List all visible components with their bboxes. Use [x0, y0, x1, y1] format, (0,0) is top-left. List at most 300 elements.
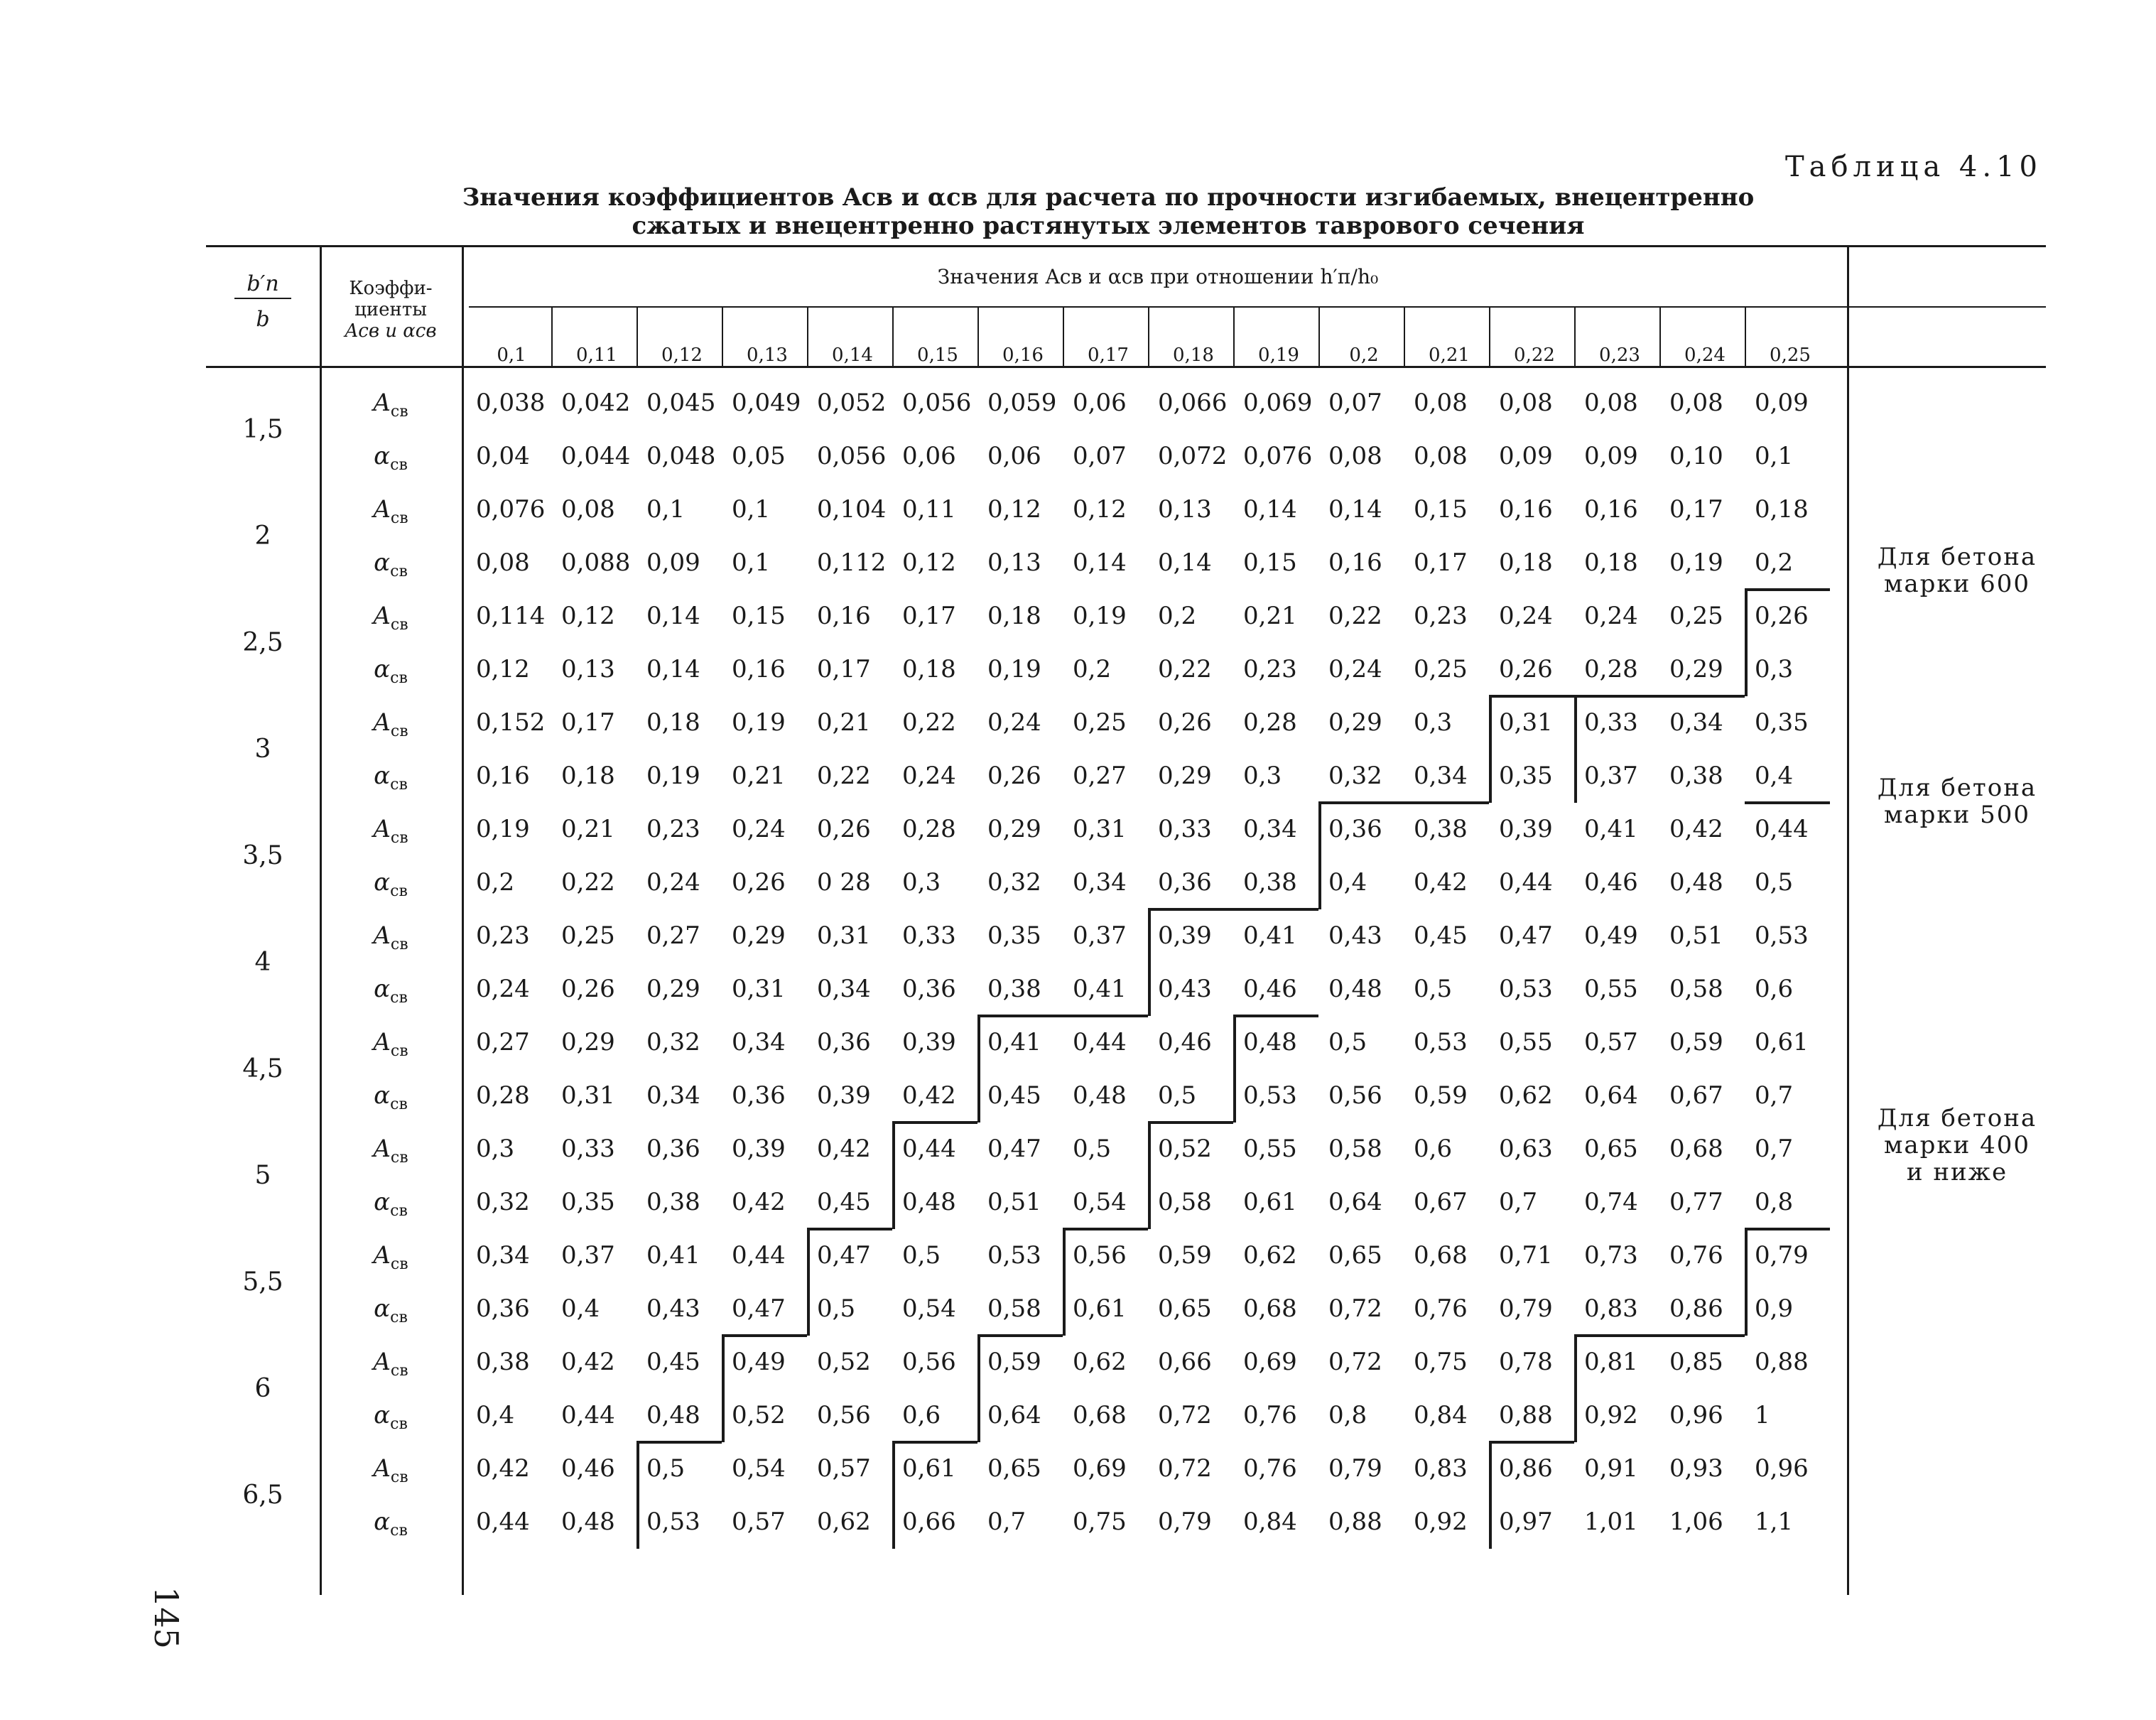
- table-cell: 0,072: [1158, 442, 1228, 470]
- coefficient-label: [320, 750, 462, 803]
- coefficient-label: [320, 377, 462, 430]
- coefficient-label: [320, 803, 462, 856]
- table-cell: 0,42: [561, 1348, 615, 1376]
- coefficient-symbol: A: [373, 495, 391, 524]
- coefficient-symbol: A: [373, 708, 391, 737]
- table-cell: 0,13: [1158, 495, 1212, 524]
- boundary-line: [1148, 908, 1318, 911]
- table-cell: 0,1: [732, 548, 771, 577]
- table-cell: 0,86: [1499, 1454, 1553, 1483]
- table-cell: 0,45: [987, 1081, 1041, 1110]
- table-cell: 0,8: [1755, 1188, 1794, 1216]
- table-cell: 0,72: [1328, 1348, 1382, 1376]
- column-divider: [1063, 308, 1064, 366]
- table-cell: 0,54: [732, 1454, 786, 1483]
- column-divider: [1233, 308, 1235, 366]
- table-cell: 0,47: [987, 1135, 1041, 1163]
- column-header: 0,15: [917, 345, 958, 366]
- table-cell: 0,052: [817, 389, 887, 417]
- column-divider: [1659, 308, 1661, 366]
- table-cell: 0,049: [732, 389, 801, 417]
- table-cell: 0,069: [1243, 389, 1313, 417]
- table-cell: 0,059: [987, 389, 1057, 417]
- table-cell: 0,06: [902, 442, 956, 470]
- table-cell: 0,52: [817, 1348, 871, 1376]
- table-cell: 0,96: [1755, 1454, 1809, 1483]
- table-cell: 0,19: [1669, 548, 1723, 577]
- table-cell: 0,5: [1328, 1028, 1367, 1056]
- table-cell: 0,19: [476, 815, 530, 843]
- table-cell: 0,3: [476, 1135, 515, 1163]
- coefficient-subscript: св: [390, 1255, 408, 1273]
- table-cell: 0,22: [902, 708, 956, 737]
- coefficient-symbol: A: [373, 1028, 391, 1056]
- column-divider: [1489, 308, 1490, 366]
- table-cell: 0,7: [987, 1508, 1026, 1536]
- table-cell: 0,19: [646, 762, 700, 790]
- boundary-line: [807, 1228, 892, 1230]
- table-cell: 0,58: [1158, 1188, 1212, 1216]
- table-cell: 0,46: [1243, 975, 1297, 1003]
- table-cell: 0,88: [1328, 1508, 1382, 1536]
- coefficient-subscript: св: [390, 455, 408, 474]
- table-cell: 0,33: [1158, 815, 1212, 843]
- table-cell: 0,32: [1328, 762, 1382, 790]
- table-cell: 0,85: [1669, 1348, 1723, 1376]
- table-cell: 0,28: [902, 815, 956, 843]
- table-cell: 0,16: [732, 655, 786, 683]
- table-cell: 0,24: [1499, 602, 1553, 630]
- table-cell: 0,26: [987, 762, 1041, 790]
- table-cell: 0,38: [1669, 762, 1723, 790]
- table-cell: 0,61: [1243, 1188, 1297, 1216]
- table-cell: 0,33: [902, 921, 956, 950]
- boundary-line: [1233, 1015, 1318, 1017]
- table-cell: 0,88: [1499, 1401, 1553, 1429]
- table-cell: 0,3: [902, 868, 941, 897]
- boundary-line: [1745, 1228, 1830, 1230]
- table-cell: 0,3: [1414, 708, 1453, 737]
- coefficient-symbol: A: [373, 1348, 391, 1376]
- table-cell: 0,74: [1584, 1188, 1638, 1216]
- table-cell: 0,25: [561, 921, 615, 950]
- table-cell: 1: [1755, 1401, 1770, 1429]
- table-cell: 0,79: [1158, 1508, 1212, 1536]
- table-cell: 0,63: [1499, 1135, 1553, 1163]
- grade-note-line: Для бетона: [1877, 543, 2037, 571]
- column-header: 0,18: [1173, 345, 1214, 366]
- table-cell: 0,54: [1073, 1188, 1127, 1216]
- table-cell: 0,4: [1755, 762, 1794, 790]
- table-cell: 0,34: [732, 1028, 786, 1056]
- boundary-line: [1574, 695, 1745, 698]
- table-cell: 0,06: [1073, 389, 1127, 417]
- table-cell: 0,56: [817, 1401, 871, 1429]
- table-cell: 0,68: [1243, 1294, 1297, 1323]
- table-cell: 0,17: [817, 655, 871, 683]
- table-cell: 0,12: [987, 495, 1041, 524]
- table-cell: 0,58: [1669, 975, 1723, 1003]
- table-cell: 0,48: [561, 1508, 615, 1536]
- table-cell: 0,11: [902, 495, 956, 524]
- table-cell: 0,56: [1328, 1081, 1382, 1110]
- table-cell: 0,42: [476, 1454, 530, 1483]
- table-cell: 0,77: [1669, 1188, 1723, 1216]
- boundary-line: [1489, 696, 1492, 803]
- boundary-line: [1574, 1334, 1745, 1337]
- coefficient-label: [320, 643, 462, 696]
- table-cell: 0,79: [1328, 1454, 1382, 1483]
- ratio-label: 1,5: [242, 415, 283, 444]
- coefficient-subscript: св: [390, 509, 408, 527]
- table-cell: 0,24: [732, 815, 786, 843]
- boundary-line: [977, 1016, 980, 1123]
- column-divider: [722, 308, 723, 366]
- ratio-header: [206, 271, 320, 332]
- table-cell: 0,55: [1584, 975, 1638, 1003]
- table-cell: 0,67: [1669, 1081, 1723, 1110]
- coefficient-label: [320, 1442, 462, 1495]
- table-cell: 0,39: [1158, 921, 1212, 950]
- table-cell: 0,5: [902, 1241, 941, 1270]
- table-cell: 0,5: [1073, 1135, 1112, 1163]
- table-cell: 0,104: [817, 495, 887, 524]
- table-cell: 0,84: [1243, 1508, 1297, 1536]
- table-cell: 0,044: [561, 442, 631, 470]
- column-divider: [1148, 308, 1149, 366]
- table-cell: 0,96: [1669, 1401, 1723, 1429]
- table-cell: 0,61: [902, 1454, 956, 1483]
- table-cell: 0,79: [1499, 1294, 1553, 1323]
- table-cell: 0,042: [561, 389, 631, 417]
- table-cell: 0,10: [1669, 442, 1723, 470]
- table-cell: 0,06: [987, 442, 1041, 470]
- table-cell: 0,33: [1584, 708, 1638, 737]
- table-cell: 0,64: [1584, 1081, 1638, 1110]
- table-cell: 0,76: [1243, 1401, 1297, 1429]
- table-cell: 0,29: [1158, 762, 1212, 790]
- table-cell: 0,38: [476, 1348, 530, 1376]
- table-cell: 0,64: [987, 1401, 1041, 1429]
- table-cell: 0,7: [1755, 1081, 1794, 1110]
- table-cell: 0,114: [476, 602, 546, 630]
- table-cell: 0,36: [1158, 868, 1212, 897]
- column-divider: [1318, 308, 1320, 366]
- table-cell: 0,4: [561, 1294, 600, 1323]
- table-cell: 0,53: [987, 1241, 1041, 1270]
- table-cell: 0,48: [902, 1188, 956, 1216]
- table-cell: 0,36: [476, 1294, 530, 1323]
- table-cell: 0,44: [1755, 815, 1809, 843]
- table-cell: 0,75: [1073, 1508, 1127, 1536]
- boundary-line: [1318, 803, 1321, 909]
- table-cell: 0,48: [1669, 868, 1723, 897]
- table-cell: 0,34: [1243, 815, 1297, 843]
- coefficient-subscript: св: [390, 988, 408, 1007]
- table-cell: 0,36: [732, 1081, 786, 1110]
- table-cell: 0,22: [1328, 602, 1382, 630]
- table-cell: 0,84: [1414, 1401, 1468, 1429]
- table-cell: 0,08: [561, 495, 615, 524]
- table-cell: 0,25: [1669, 602, 1723, 630]
- table-cell: 0,29: [1328, 708, 1382, 737]
- table-cell: 0,34: [1669, 708, 1723, 737]
- table-cell: 0,79: [1755, 1241, 1809, 1270]
- table-cell: 0,14: [1158, 548, 1212, 577]
- table-cell: 0,44: [902, 1135, 956, 1163]
- table-cell: 0,04: [476, 442, 530, 470]
- coefficient-symbol: α: [374, 442, 391, 470]
- table-cell: 0,54: [902, 1294, 956, 1323]
- table-cell: 0,48: [646, 1401, 700, 1429]
- boundary-line: [977, 1336, 980, 1442]
- boundary-line: [1063, 1228, 1148, 1230]
- table-cell: 0,056: [817, 442, 887, 470]
- coefficient-symbol: A: [373, 602, 391, 630]
- table-cell: 1,01: [1584, 1508, 1638, 1536]
- coefficient-label: [320, 430, 462, 483]
- table-cell: 0,38: [987, 975, 1041, 1003]
- table-cell: 0,24: [987, 708, 1041, 737]
- coefficient-label: [320, 1016, 462, 1069]
- table-cell: 0,45: [817, 1188, 871, 1216]
- table-cell: 0,038: [476, 389, 546, 417]
- table-cell: 0,38: [1414, 815, 1468, 843]
- table-cell: 0,35: [1499, 762, 1553, 790]
- grade-note-line: Для бетона: [1877, 1104, 2037, 1132]
- table-cell: 0,9: [1755, 1294, 1794, 1323]
- coefficient-symbol: α: [374, 1508, 391, 1536]
- table-cell: 0,49: [1584, 921, 1638, 950]
- table-cell: 0,53: [1414, 1028, 1468, 1056]
- coefficient-label: [320, 483, 462, 536]
- coefficient-label: [320, 963, 462, 1016]
- table-cell: 0,09: [646, 548, 700, 577]
- coefficient-subscript: св: [390, 935, 408, 953]
- table-cell: 0,27: [476, 1028, 530, 1056]
- table-cell: 0,31: [1499, 708, 1553, 737]
- table-cell: 0,65: [1158, 1294, 1212, 1323]
- table-cell: 0,3: [1243, 762, 1282, 790]
- column-divider: [1404, 308, 1405, 366]
- table-cell: 0,29: [1669, 655, 1723, 683]
- coefficient-label: [320, 590, 462, 643]
- table-cell: 0,28: [476, 1081, 530, 1110]
- table-cell: 0,46: [561, 1454, 615, 1483]
- table-cell: 0,05: [732, 442, 786, 470]
- table-cell: 0,18: [987, 602, 1041, 630]
- table-cell: 0,6: [1414, 1135, 1453, 1163]
- table-cell: 0,18: [1584, 548, 1638, 577]
- table-cell: 0,41: [1073, 975, 1127, 1003]
- table-cell: 0,45: [1414, 921, 1468, 950]
- table-cell: 0,58: [987, 1294, 1041, 1323]
- table-cell: 0,39: [732, 1135, 786, 1163]
- coefficient-label: [320, 909, 462, 963]
- table-cell: 0,42: [1669, 815, 1723, 843]
- table-cell: 0,07: [1073, 442, 1127, 470]
- table-cell: 0,44: [1499, 868, 1553, 897]
- table-cell: 0,57: [817, 1454, 871, 1483]
- coefficient-subscript: св: [390, 1148, 408, 1167]
- grade-note-line: Для бетона: [1877, 774, 2037, 802]
- table-cell: 0,31: [1073, 815, 1127, 843]
- ratio-label: 2,5: [242, 628, 283, 657]
- table-cell: 0,12: [902, 548, 956, 577]
- table-cell: 0,15: [1414, 495, 1468, 524]
- table-cell: 0,51: [987, 1188, 1041, 1216]
- coefficient-symbol: α: [374, 548, 391, 577]
- table-cell: 0,37: [1584, 762, 1638, 790]
- table-cell: 0,17: [902, 602, 956, 630]
- table-cell: 0,31: [817, 921, 871, 950]
- table-cell: 0,1: [646, 495, 686, 524]
- table-cell: 0,57: [1584, 1028, 1638, 1056]
- boundary-line: [892, 1442, 895, 1549]
- coefficient-symbol: α: [374, 1188, 391, 1216]
- table-cell: 0,88: [1755, 1348, 1809, 1376]
- table-cell: 0,32: [987, 868, 1041, 897]
- table-cell: 0,43: [1158, 975, 1212, 1003]
- table-cell: 0,97: [1499, 1508, 1553, 1536]
- table-cell: 0,26: [1499, 655, 1553, 683]
- page-number: 145: [146, 1586, 185, 1649]
- boundary-line: [1489, 1442, 1492, 1549]
- table-cell: 0,62: [1073, 1348, 1127, 1376]
- table-cell: 0,42: [817, 1135, 871, 1163]
- table-cell: 0,61: [1073, 1294, 1127, 1323]
- coefficient-label: [320, 856, 462, 909]
- table-cell: 0,55: [1243, 1135, 1297, 1163]
- coefficient-symbol: A: [373, 389, 391, 417]
- table-cell: 0,59: [1669, 1028, 1723, 1056]
- column-header: 0,17: [1088, 345, 1129, 366]
- table-cell: 0,42: [1414, 868, 1468, 897]
- table-cell: 0,5: [646, 1454, 686, 1483]
- table-cell: 0,29: [646, 975, 700, 1003]
- table-cell: 0,24: [902, 762, 956, 790]
- coef-header-line2: циенты: [354, 299, 427, 320]
- table-cell: 0,39: [817, 1081, 871, 1110]
- table-cell: 0,26: [732, 868, 786, 897]
- table-cell: 0,81: [1584, 1348, 1638, 1376]
- coefficient-subscript: св: [390, 722, 408, 740]
- table-cell: 0,41: [1243, 921, 1297, 950]
- table-cell: 0,27: [1073, 762, 1127, 790]
- coefficient-label: [320, 1123, 462, 1176]
- table-cell: 0,1: [1755, 442, 1794, 470]
- table-cell: 0,16: [1584, 495, 1638, 524]
- column-divider: [1574, 308, 1576, 366]
- table-cell: 1,06: [1669, 1508, 1723, 1536]
- table-cell: 0,18: [902, 655, 956, 683]
- table-cell: 0,32: [646, 1028, 700, 1056]
- table-cell: 0,5: [1755, 868, 1794, 897]
- ratio-label: 4: [254, 948, 271, 977]
- coefficient-subscript: св: [390, 1415, 408, 1433]
- table-cell: 0,29: [561, 1028, 615, 1056]
- table-cell: 0,65: [1328, 1241, 1382, 1270]
- table-cell: 0,12: [476, 655, 530, 683]
- coefficient-label: [320, 1229, 462, 1282]
- table-cell: 0,26: [561, 975, 615, 1003]
- ratio-label: 6: [254, 1374, 271, 1403]
- table-cell: 0,21: [561, 815, 615, 843]
- table-cell: 0,31: [732, 975, 786, 1003]
- table-cell: 0,55: [1499, 1028, 1553, 1056]
- boundary-line: [977, 1015, 1148, 1017]
- table-cell: 0,43: [646, 1294, 700, 1323]
- coefficient-label: [320, 536, 462, 590]
- table-cell: 0,076: [1243, 442, 1313, 470]
- table-cell: 0,088: [561, 548, 631, 577]
- table-cell: 0,09: [1755, 389, 1809, 417]
- grade-note: [1872, 1105, 2042, 1186]
- table-cell: 0,045: [646, 389, 716, 417]
- boundary-line: [1148, 909, 1151, 1016]
- coefficient-subscript: св: [390, 615, 408, 634]
- table-cell: 0,37: [1073, 921, 1127, 950]
- table-cell: 0,2: [1158, 602, 1197, 630]
- boundary-line: [892, 1441, 977, 1444]
- ratio-label: 6,5: [242, 1481, 283, 1510]
- table-cell: 0,29: [732, 921, 786, 950]
- table-cell: 0,152: [476, 708, 546, 737]
- ratio-header-top: b′п: [234, 274, 291, 299]
- coefficient-symbol: A: [373, 921, 391, 950]
- table-cell: 0,28: [1243, 708, 1297, 737]
- coefficient-label: [320, 1495, 462, 1549]
- table-cell: 0,91: [1584, 1454, 1638, 1483]
- table-cell: 0,52: [732, 1401, 786, 1429]
- boundary-line: [1318, 801, 1489, 804]
- table-cell: 0,62: [817, 1508, 871, 1536]
- table-cell: 0,48: [1073, 1081, 1127, 1110]
- table-cell: 0 28: [817, 868, 871, 897]
- grade-note-line: марки 600: [1883, 570, 2031, 598]
- table-cell: 0,19: [732, 708, 786, 737]
- table-cell: 0,08: [1584, 389, 1638, 417]
- table-cell: 0,14: [646, 655, 700, 683]
- table-cell: 0,86: [1669, 1294, 1723, 1323]
- table-cell: 0,2: [476, 868, 515, 897]
- table-cell: 0,44: [561, 1401, 615, 1429]
- column-header: 0,16: [1002, 345, 1044, 366]
- table-cell: 0,38: [646, 1188, 700, 1216]
- table-cell: 0,37: [561, 1241, 615, 1270]
- table-cell: 0,24: [476, 975, 530, 1003]
- coefficient-symbol: A: [373, 1454, 391, 1483]
- column-header: 0,22: [1514, 345, 1555, 366]
- table-cell: 0,43: [1328, 921, 1382, 950]
- table-cell: 0,08: [1328, 442, 1382, 470]
- table-cell: 0,056: [902, 389, 972, 417]
- column-header: 0,12: [661, 345, 703, 366]
- table-cell: 0,39: [1499, 815, 1553, 843]
- table-cell: 0,68: [1669, 1135, 1723, 1163]
- coefficient-subscript: св: [390, 828, 408, 847]
- table-cell: 0,59: [1414, 1081, 1468, 1110]
- table-cell: 0,66: [902, 1508, 956, 1536]
- table-cell: 0,6: [1755, 975, 1794, 1003]
- table-cell: 0,13: [561, 655, 615, 683]
- table-cell: 0,048: [646, 442, 716, 470]
- table-cell: 0,18: [561, 762, 615, 790]
- table-cell: 0,46: [1584, 868, 1638, 897]
- grade-note-line: марки 400: [1883, 1131, 2031, 1159]
- table-cell: 0,15: [1243, 548, 1297, 577]
- table-cell: 0,33: [561, 1135, 615, 1163]
